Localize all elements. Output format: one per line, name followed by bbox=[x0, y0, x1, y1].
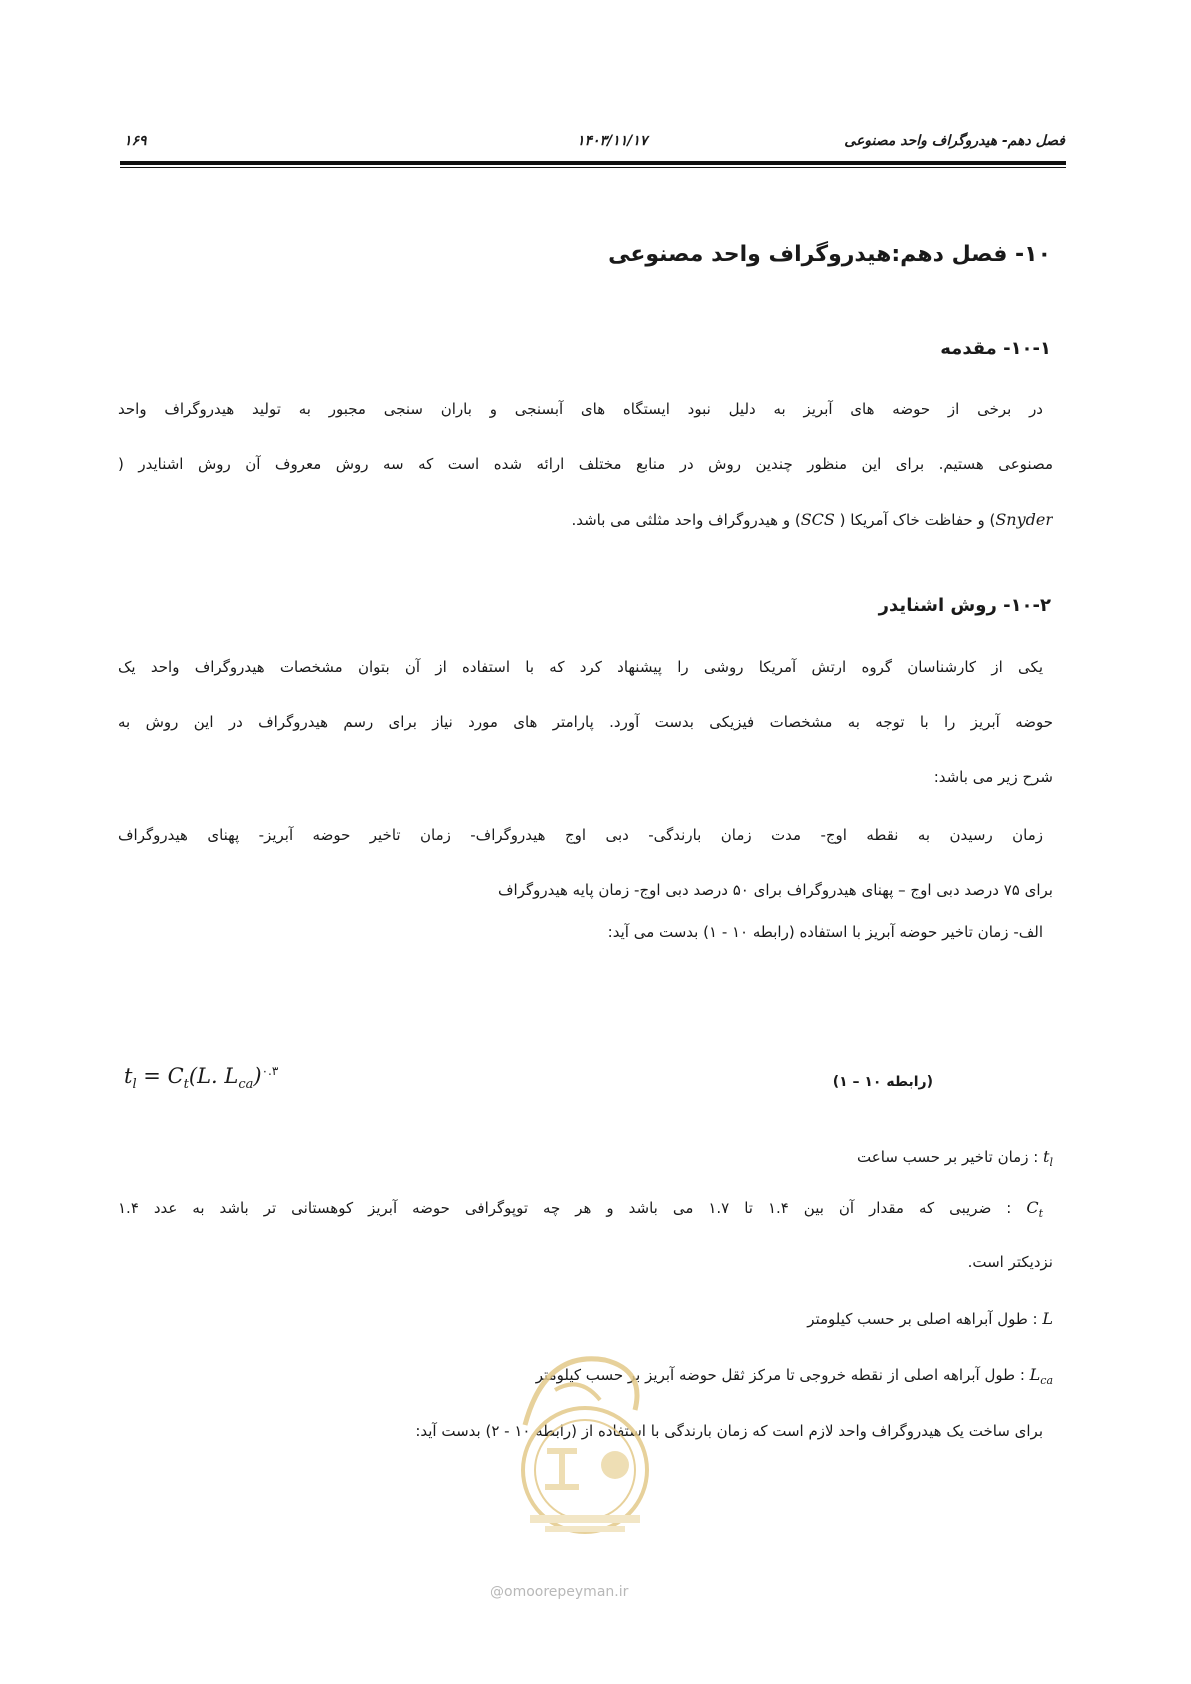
snyder-term: Snyder bbox=[995, 510, 1053, 529]
equation-row bbox=[118, 1064, 1053, 1104]
running-header-date: ۱۴۰۳/۱۱/۱۷ bbox=[577, 133, 648, 149]
eq-c-sub: t bbox=[183, 1077, 189, 1093]
snyder-paragraph-1 bbox=[118, 640, 1053, 805]
def-tl-text: : زمان تاخیر بر حسب ساعت bbox=[857, 1148, 1044, 1166]
snyder-paragraph-3 bbox=[118, 905, 1053, 960]
snyder-p1-line-3: شرح زیر می باشد: bbox=[933, 768, 1053, 786]
eq-close: ) bbox=[253, 1064, 262, 1088]
def-ct-text: : ضریبی که مقدار آن بین ۱.۴ تا ۱.۷ می باشد و هر چه توپوگرافی حوضه آبریز کوهستانی تر باشد به عدد ۱.۴ bbox=[118, 1199, 1027, 1217]
equation-formula bbox=[124, 1064, 278, 1092]
def-lca-symbol: $L_{ca}$ bbox=[1029, 1365, 1053, 1388]
def-lca-text: : طول آبراهه اصلی از نقطه خروجی تا مرکز ثقل حوضه آبریز بر حسب کیلومتر bbox=[535, 1366, 1030, 1384]
eq-open: (L. L bbox=[188, 1064, 239, 1088]
eq-exponent: ۰.۳ bbox=[261, 1064, 279, 1078]
running-header-chapter: فصل دهم- هیدروگراف واحد مصنوعی bbox=[844, 133, 1065, 149]
snyder-p1-line-1: یکی از کارشناسان گروه ارتش آمریکا روشی را پیشنهاد کرد که با استفاده از آن بتوان مشخصات هیدروگراف واحد یک bbox=[118, 658, 1043, 676]
intro-line-2: مصنوعی هستیم. برای این منظور چندین روش در منابع مختلف ارائه شده است که سه روش معروف آن روش اشنایدر ( bbox=[118, 455, 1053, 473]
page-number: ۱۶۹ bbox=[124, 133, 147, 149]
def-ct bbox=[118, 1180, 1053, 1290]
def-l bbox=[807, 1304, 1053, 1334]
intro-line-3-end: ) و هیدروگراف واحد مثلثی می باشد. bbox=[571, 511, 801, 529]
closing-line: برای ساخت یک هیدروگراف واحد لازم است که زمان بارندگی با استفاده از (رابطه ۱۰ - ۲) بدست آید: bbox=[415, 1422, 1043, 1440]
intro-line-1: در برخی از حوضه های آبریز به دلیل نبود ایستگاه های آبسنجی و باران سنجی مجبور به تولید هیدروگراف واحد bbox=[118, 400, 1043, 418]
def-l-symbol: L bbox=[1042, 1309, 1053, 1328]
def-l-text: : طول آبراهه اصلی بر حسب کیلومتر bbox=[807, 1310, 1043, 1328]
snyder-p2-line-1: زمان رسیدن به نقطه اوج- مدت زمان بارندگی- دبی اوج هیدروگراف- زمان تاخیر حوضه آبریز- پهنای هیدروگراف bbox=[118, 826, 1043, 844]
header-rule-thick bbox=[120, 161, 1066, 165]
section-title-introduction: ۱۰-۱- مقدمه bbox=[940, 338, 1051, 359]
snyder-p2-line-2: برای ۷۵ درصد دبی اوج – پهنای هیدروگراف برای ۵۰ درصد دبی اوج- زمان پایه هیدروگراف bbox=[497, 881, 1053, 899]
def-ct-symbol: $C_t$ bbox=[1026, 1198, 1044, 1221]
eq-sign: = bbox=[136, 1064, 168, 1088]
intro-line-3 bbox=[118, 492, 1053, 547]
eq-t-sub: l bbox=[132, 1077, 137, 1093]
def-tl bbox=[857, 1142, 1053, 1178]
watermark-site: @omoorepeyman.ir bbox=[490, 1584, 629, 1600]
def-ct-line-1 bbox=[118, 1180, 1053, 1235]
chapter-title: ۱۰- فصل دهم:هیدروگراف واحد مصنوعی bbox=[608, 242, 1051, 267]
header-rule-thin bbox=[120, 167, 1066, 168]
def-ct-line-2: نزدیکتر است. bbox=[967, 1253, 1053, 1271]
eq-t: t bbox=[124, 1064, 133, 1088]
intro-paragraph bbox=[118, 382, 1053, 547]
watermark-logo bbox=[485, 1330, 685, 1580]
equation-label: (رابطه ۱۰ – ۱) bbox=[832, 1074, 933, 1090]
eq-c: C bbox=[167, 1064, 184, 1088]
scs-term: SCS bbox=[800, 510, 835, 529]
snyder-paragraph-2 bbox=[118, 808, 1053, 918]
eq-lca-sub: ca bbox=[238, 1077, 254, 1093]
intro-line-3-mid: ) و حفاظت خاک آمریکا ( bbox=[839, 511, 996, 529]
snyder-p3-line: الف- زمان تاخیر حوضه آبریز با استفاده (رابطه ۱۰ - ۱) بدست می آید: bbox=[607, 923, 1043, 941]
section-title-snyder: ۱۰-۲- روش اشنایدر bbox=[878, 595, 1051, 616]
snyder-p1-line-2: حوضه آبریز را با توجه به مشخصات فیزیکی بدست آورد. پارامتر های مورد نیاز برای رسم هیدروگراف در این روش به bbox=[118, 713, 1053, 731]
def-tl-symbol: $t_l$ bbox=[1043, 1147, 1053, 1170]
